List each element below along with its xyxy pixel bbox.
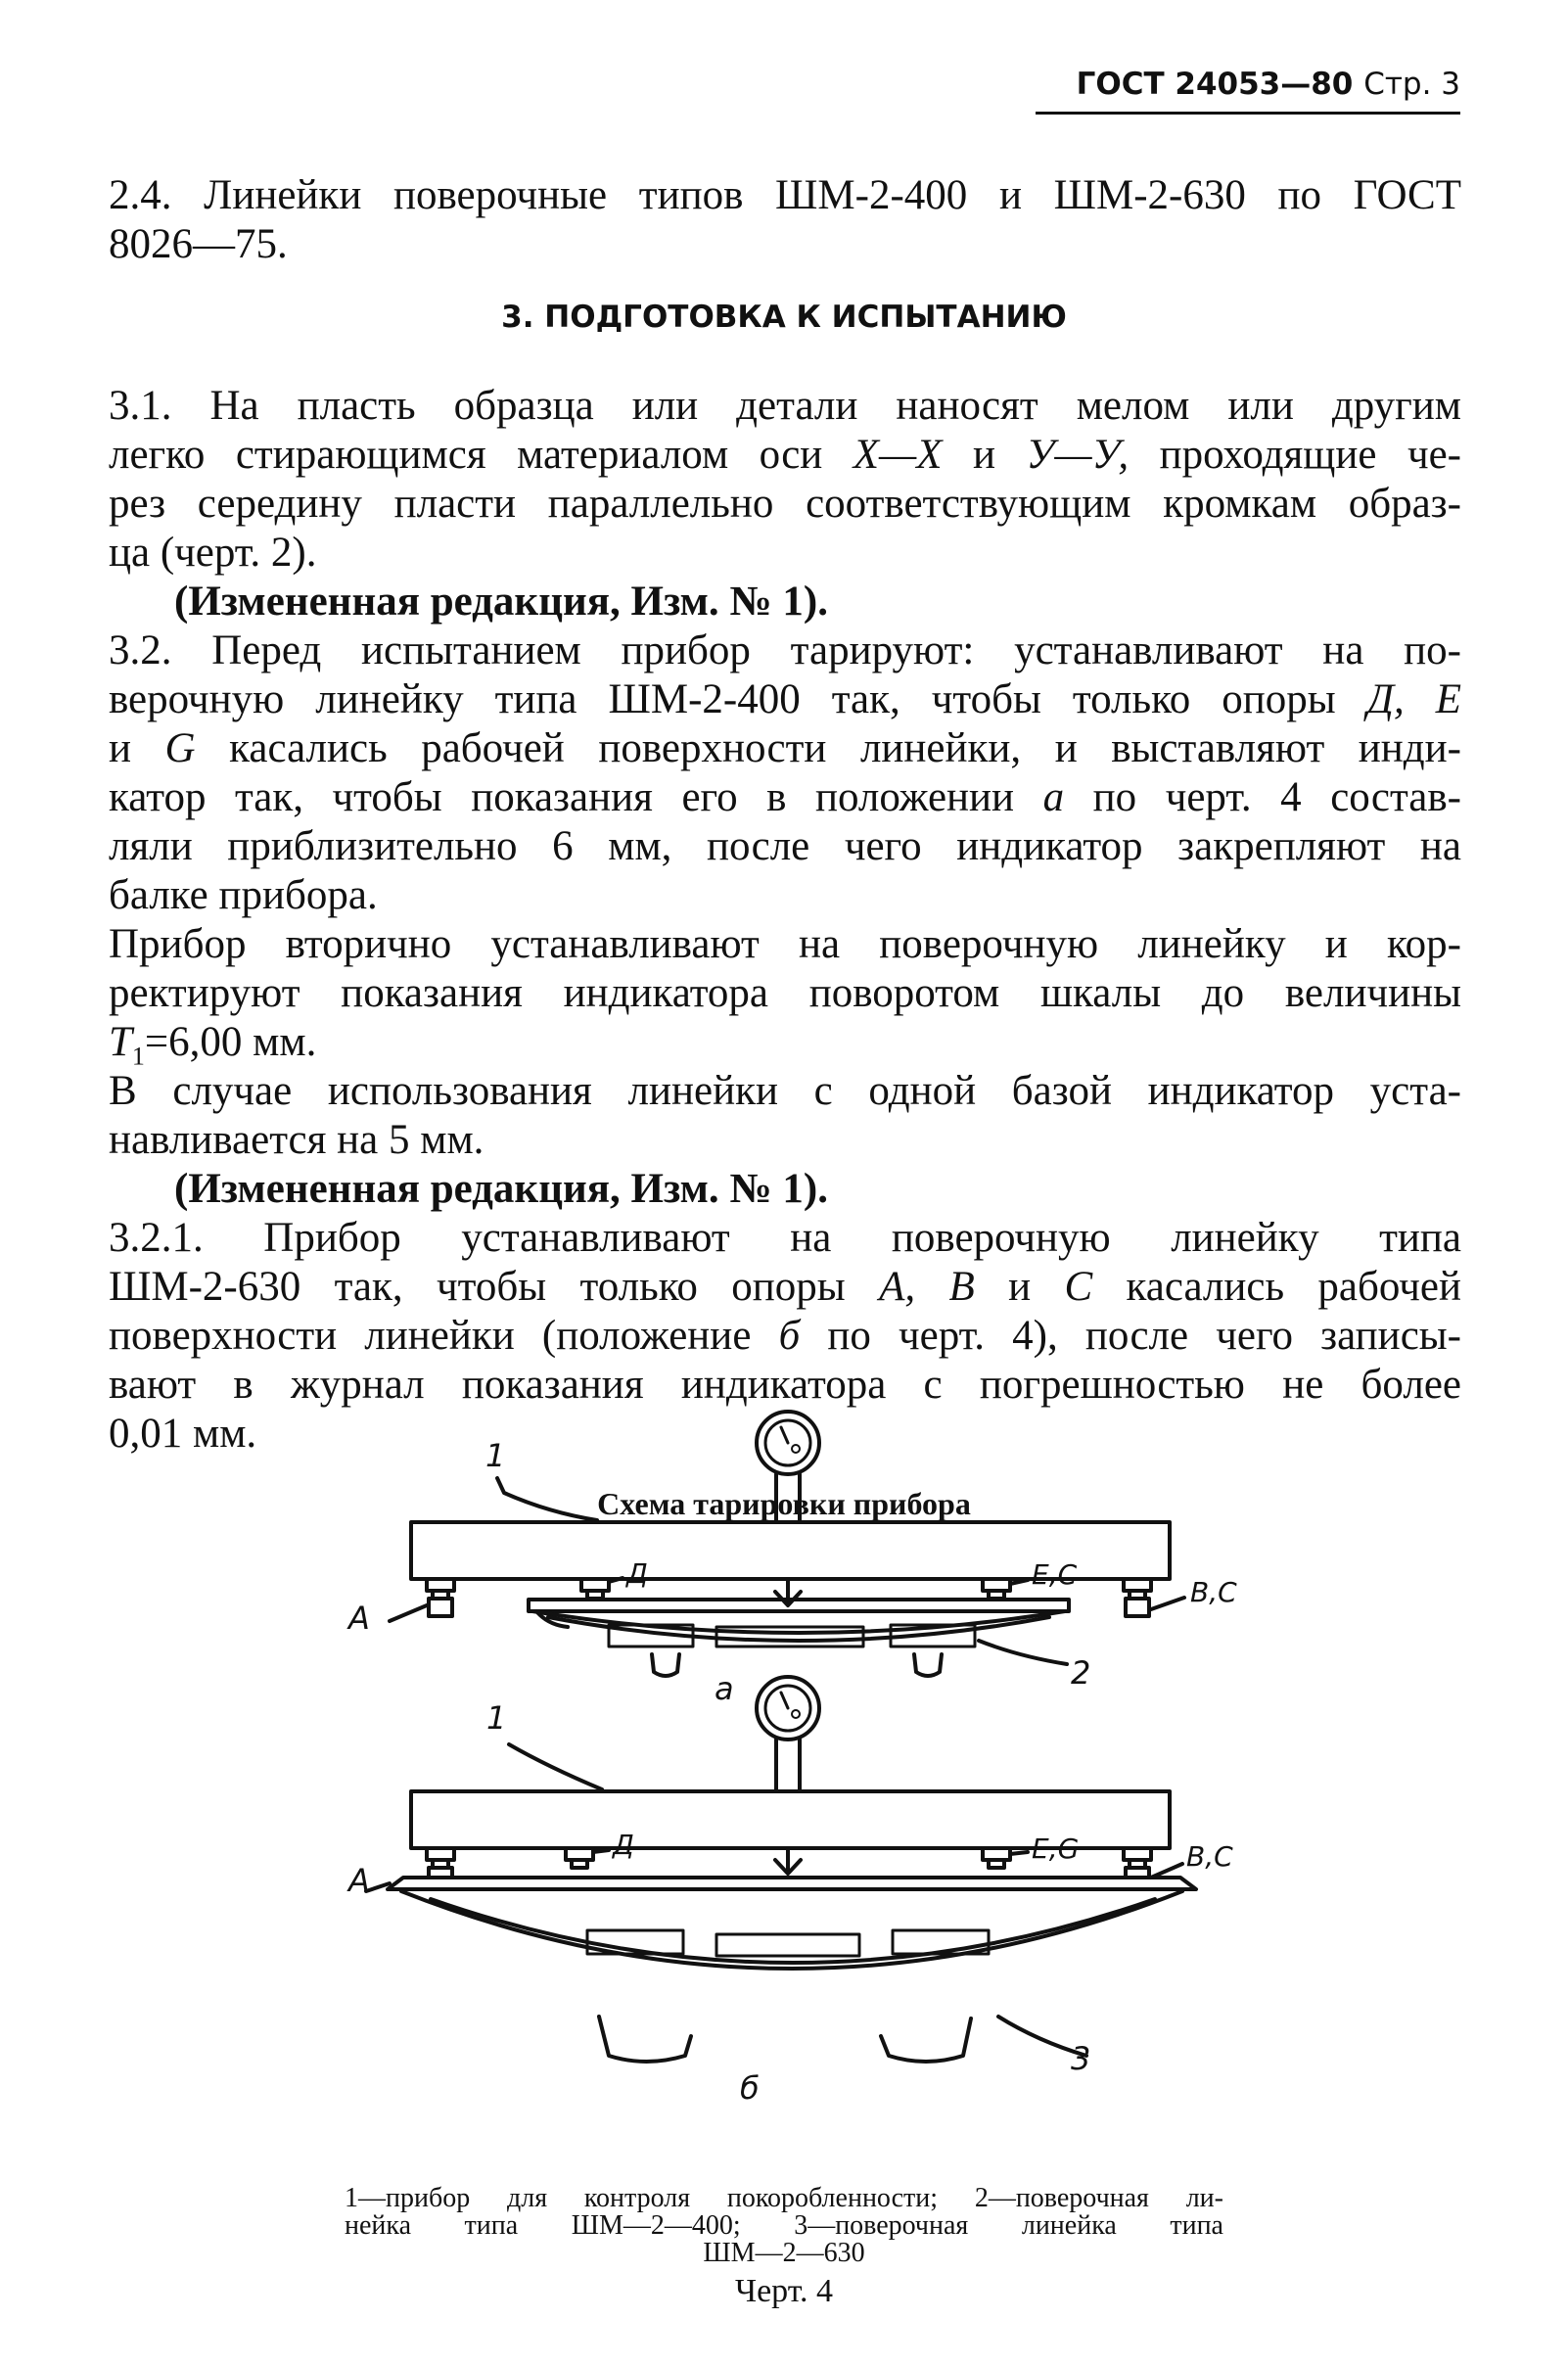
paragraph-3-2b-line2: ректируют показания индикатора поворотом шкалы до величины [109, 970, 1461, 1016]
label-1-bottom: 1 [486, 1699, 507, 1737]
paragraph-3-2-1-line2: ШМ-2-630 так, чтобы только опоры А, В и С касались рабочей [109, 1264, 1462, 1310]
label-d-bottom: Д [613, 1829, 634, 1861]
axis-x: Х—Х [853, 432, 943, 478]
amendment-note-1: (Измененная редакция, Изм. № 1). [174, 579, 828, 625]
paragraph-3-1-line3: рез середину пласти параллельно соответствующим кромкам образ- [109, 481, 1461, 527]
paragraph-2-4-line2: 8026—75. [109, 221, 288, 267]
paragraph-2-4-line1: 2.4. Линейки поверочные типов ШМ-2-400 и ШМ-2-630 по ГОСТ [109, 172, 1461, 218]
paragraph-3-2-1-line4: вают в журнал показания индикатора с погрешностью не более [109, 1362, 1461, 1408]
paragraph-3-2-line2: верочную линейку типа ШМ-2-400 так, чтобы только опоры Д, Е [109, 676, 1462, 722]
paragraph-3-2b-line3: $T_1=6,00$ мм. [109, 1019, 317, 1071]
figure-caption-line3: ШМ—2—630 [703, 2238, 865, 2268]
label-ec-top: E,C [1032, 1558, 1078, 1591]
label-bc-bottom: B,C [1186, 1840, 1233, 1873]
label-d-top: Д [626, 1557, 648, 1590]
figure-title: Схема тарировки прибора [597, 1486, 971, 1521]
paragraph-3-2-line6: балке прибора. [109, 872, 378, 918]
label-a-bottom: A [348, 1862, 370, 1899]
paragraph-3-2b-line1: Прибор вторично устанавливают на поверочную линейку и кор- [109, 921, 1461, 967]
paragraph-3-1-line1: 3.1. На пласть образца или детали наносят мелом или другим [109, 383, 1461, 429]
label-3: 3 [1071, 2040, 1091, 2077]
label-eg-bottom: E,G [1032, 1832, 1080, 1865]
label-2: 2 [1071, 1654, 1091, 1692]
paragraph-3-2-line3: и G касались рабочей поверхности линейки, и выставляют инди- [109, 725, 1461, 771]
paragraph-3-1-line4: ца (черт. 2). [109, 530, 317, 576]
straightedge-2 [529, 1600, 1069, 1611]
axis-y: У—У, [1026, 432, 1130, 478]
paragraph-3-2c-line2: навливается на 5 мм. [109, 1117, 484, 1163]
paragraph-3-2-line1: 3.2. Перед испытанием прибор тарируют: устанавливают на по- [109, 627, 1461, 673]
paragraph-3-2-line4: катор так, чтобы показания его в положении а по черт. 4 состав- [109, 774, 1461, 820]
paragraph-3-2-line5: ляли приблизительно 6 мм, после чего индикатор закрепляют на [109, 823, 1461, 869]
paragraph-3-2-1-line1: 3.2.1. Прибор устанавливают на поверочную линейку типа [109, 1215, 1461, 1261]
paragraph-3-1-line2: легко стирающимся материалом оси Х—Х и У—У, проходящие че- [109, 432, 1461, 478]
standard-number: ГОСТ 24053—80 [1076, 67, 1354, 102]
straightedge-3 [388, 1878, 1196, 1889]
scheme-a [390, 1412, 1184, 1676]
figure-caption-line2: нейка типа ШМ—2—400; 3—поверочная линейка типа [345, 2210, 1223, 2241]
section-title: 3. ПОДГОТОВКА К ИСПЫТАНИЮ [501, 300, 1067, 335]
label-a-top: A [348, 1600, 370, 1637]
amendment-note-2: (Измененная редакция, Изм. № 1). [174, 1166, 828, 1212]
paragraph-3-2-1-line3: поверхности линейки (положение б по черт. 4), после чего записы- [109, 1313, 1461, 1359]
paragraph-3-2c-line1: В случае использования линейки с одной базой индикатор уста- [109, 1068, 1461, 1114]
label-position-b: б [740, 2069, 760, 2107]
label-position-a: a [715, 1670, 734, 1707]
page-number: Стр. 3 [1363, 67, 1460, 102]
label-bc-top: B,C [1190, 1576, 1237, 1608]
label-1-top: 1 [485, 1437, 506, 1474]
figure-label: Черт. 4 [734, 2273, 834, 2309]
figure-caption-line1: 1—прибор для контроля покоробленности; 2—поверочная ли- [345, 2183, 1223, 2213]
paragraph-3-2-1-line5: 0,01 мм. [109, 1411, 257, 1457]
